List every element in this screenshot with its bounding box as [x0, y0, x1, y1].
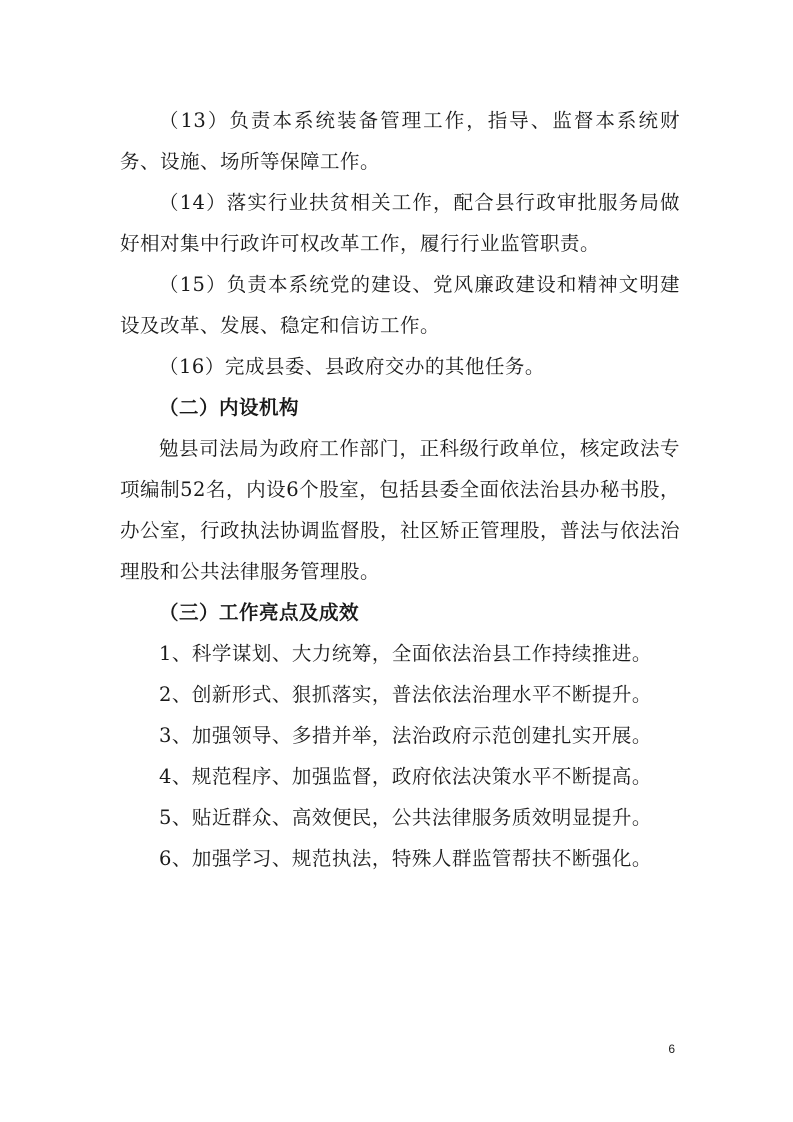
paragraph-internal-bodies: 勉县司法局为政府工作部门，正科级行政单位，核定政法专项编制52名，内设6个股室，包括县委全面依法治县办秘书股，办公室，行政执法协调监督股，社区矫正管理股，普法与依法治理股和公共法律服务管理股。	[120, 437, 681, 583]
highlight-item-6: 6、加强学习、规范执法，特殊人群监管帮扶不断强化。	[159, 847, 652, 870]
paragraph-item-14: （14）落实行业扶贫相关工作，配合县行政审批服务局做好相对集中行政许可权改革工作，履行行业监管职责。	[120, 191, 680, 255]
highlight-item-3: 3、加强领导、多措并举，法治政府示范创建扎实开展。	[159, 724, 652, 747]
highlight-item-4: 4、规范程序、加强监督，政府依法决策水平不断提高。	[159, 765, 652, 788]
section-heading-internal-bodies: （二）内设机构	[159, 396, 300, 419]
paragraph-item-15: （15）负责本系统党的建设、党风廉政建设和精神文明建设及改革、发展、稳定和信访工作。	[120, 273, 680, 337]
paragraph-item-13: （13）负责本系统装备管理工作，指导、监督本系统财务、设施、场所等保障工作。	[120, 109, 680, 173]
section-heading-highlights: （三）工作亮点及成效	[159, 601, 360, 624]
highlight-item-2: 2、创新形式、狠抓落实，普法依法治理水平不断提升。	[159, 683, 652, 706]
highlight-item-5: 5、贴近群众、高效便民，公共法律服务质效明显提升。	[159, 806, 652, 829]
document-body	[120, 100, 680, 879]
page-number: 6	[668, 1042, 675, 1056]
highlight-item-1: 1、科学谋划、大力统筹，全面依法治县工作持续推进。	[159, 642, 652, 665]
paragraph-item-16: （16）完成县委、县政府交办的其他任务。	[159, 355, 545, 378]
